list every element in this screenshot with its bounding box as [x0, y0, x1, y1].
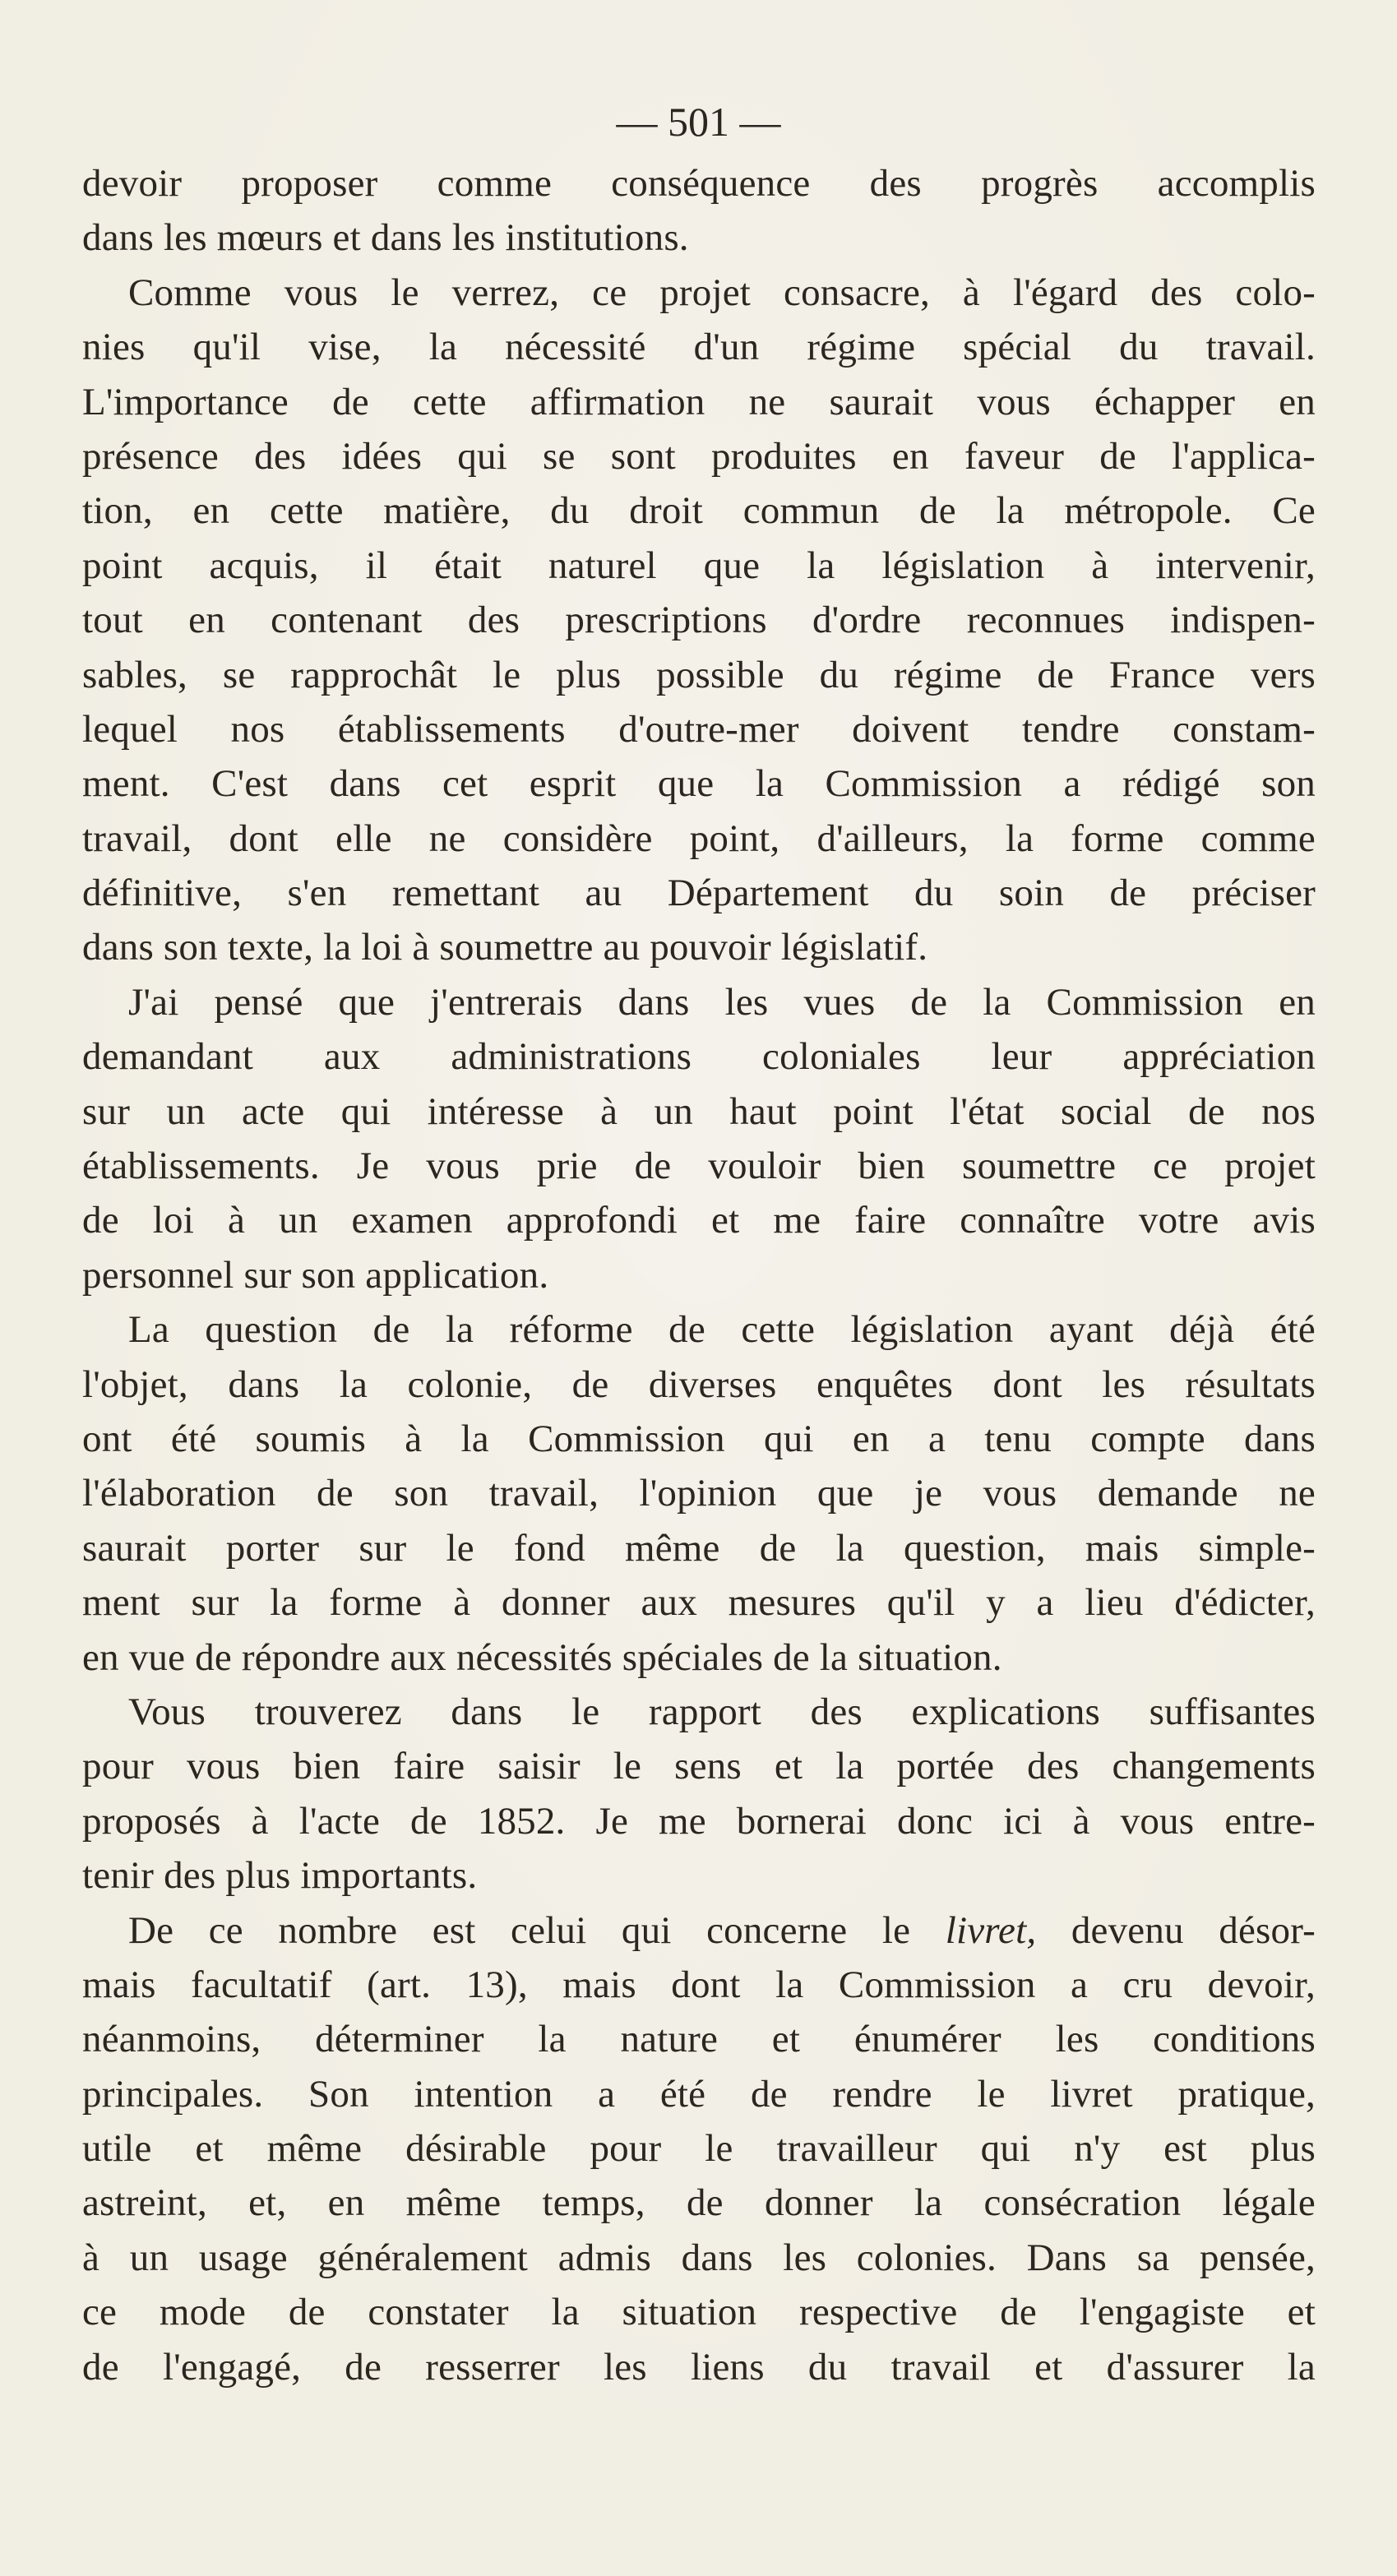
- text-line: [82, 1357, 1316, 1412]
- line-text: ont été soumis à la Commission qui en a tenu compte dans: [82, 1417, 1316, 1460]
- line-text: saurait porter sur le fond même de la question, mais simple-: [82, 1526, 1316, 1570]
- text-line: [82, 702, 1316, 756]
- text-line: [82, 1521, 1316, 1575]
- line-text: définitive, s'en remettant au Département du soin de préciser: [82, 872, 1316, 915]
- line-text: dans son texte, la loi à soumettre au pouvoir législatif.: [82, 926, 928, 969]
- text-lines: [82, 156, 1316, 2394]
- line-text: personnel sur son application.: [82, 1253, 549, 1297]
- text-line: [82, 975, 1316, 1029]
- line-text: principales. Son intention a été de rendre le livret pratique,: [82, 2072, 1316, 2116]
- line-text: nies qu'il vise, la nécessité d'un régime spécial du travail.: [82, 326, 1316, 369]
- line-text: Comme vous le verrez, ce projet consacre, à l'égard des colo-: [128, 271, 1316, 314]
- text-line: [82, 1739, 1316, 1793]
- line-text: ment. C'est dans cet esprit que la Commission a rédigé son: [82, 762, 1316, 806]
- text-line: [82, 2012, 1316, 2066]
- text-line: [82, 1685, 1316, 1739]
- text-line: [82, 320, 1316, 374]
- text-line: [82, 2231, 1316, 2285]
- text-line: [82, 375, 1316, 429]
- line-text: devoir proposer comme conséquence des progrès accomplis: [82, 162, 1316, 205]
- line-text: à un usage généralement admis dans les colonies. Dans sa pensée,: [82, 2236, 1316, 2279]
- line-text: lequel nos établissements d'outre-mer doivent tendre constam-: [82, 707, 1316, 751]
- line-text: demandant aux administrations coloniales leur appréciation: [82, 1035, 1316, 1079]
- text-line: [82, 593, 1316, 647]
- line-text: Vous trouverez dans le rapport des explications suffisantes: [128, 1690, 1316, 1733]
- line-text: proposés à l'acte de 1852. Je me bornerai donc ici à vous entre-: [82, 1799, 1316, 1843]
- line-text: travail, dont elle ne considère point, d'ailleurs, la forme comme: [82, 816, 1316, 860]
- text-line: [82, 1193, 1316, 1247]
- text-line: [82, 539, 1316, 593]
- text-line: [82, 812, 1316, 866]
- line-text: établissements. Je vous prie de vouloir bien soumettre ce projet: [82, 1145, 1316, 1188]
- line-text: tout en contenant des prescriptions d'ordre reconnues indispen-: [82, 599, 1316, 642]
- line-text: de l'engagé, de resserrer les liens du travail et d'assurer la: [82, 2345, 1316, 2389]
- text-line: [82, 1958, 1316, 2012]
- line-text: point acquis, il était naturel que la législation à intervenir,: [82, 543, 1316, 587]
- text-line: [82, 1848, 1316, 1903]
- line-text: en vue de répondre aux nécessités spéciales de la situation.: [82, 1635, 1002, 1679]
- line-text: présence des idées qui se sont produites en faveur de l'applica-: [82, 434, 1316, 478]
- text-line: [82, 2067, 1316, 2121]
- text-line: [82, 2285, 1316, 2339]
- text-line: [82, 920, 1316, 974]
- line-text: astreint, et, en même temps, de donner la consécration légale: [82, 2181, 1316, 2225]
- line-text: utile et même désirable pour le travailleur qui n'y est plus: [82, 2127, 1316, 2171]
- text-line: [82, 429, 1316, 483]
- text-line: [82, 2121, 1316, 2176]
- text-line: [82, 1575, 1316, 1630]
- line-text: De ce nombre est celui qui concerne le: [128, 1908, 911, 1952]
- text-line: [82, 266, 1316, 320]
- text-line: [82, 2340, 1316, 2394]
- line-text-tail: devenu désor-: [1036, 1908, 1316, 1952]
- line-text: ment sur la forme à donner aux mesures qu'il y a lieu d'édicter,: [82, 1581, 1316, 1625]
- page-number: — 501 —: [616, 99, 781, 145]
- text-line: [82, 2176, 1316, 2230]
- text-line: [82, 1139, 1316, 1193]
- text-line: [82, 1903, 1316, 1958]
- italic-term: livret,: [945, 1908, 1037, 1952]
- line-text: pour vous bien faire saisir le sens et la portée des changements: [82, 1745, 1316, 1788]
- text-line: [82, 1029, 1316, 1084]
- text-line: [82, 1248, 1316, 1302]
- text-line: [82, 866, 1316, 920]
- line-text: néanmoins, déterminer la nature et énumérer les conditions: [82, 2018, 1316, 2061]
- text-line: [82, 483, 1316, 538]
- text-line: [82, 1085, 1316, 1139]
- line-text: de loi à un examen approfondi et me faire connaître votre avis: [82, 1199, 1316, 1242]
- text-line: [82, 1412, 1316, 1466]
- text-line: [82, 1630, 1316, 1685]
- line-text: L'importance de cette affirmation ne saurait vous échapper en: [82, 380, 1316, 423]
- text-line: [82, 648, 1316, 702]
- line-text: l'élaboration de son travail, l'opinion que je vous demande ne: [82, 1472, 1316, 1515]
- text-line: [82, 1794, 1316, 1848]
- line-text: dans les mœurs et dans les institutions.: [82, 216, 689, 260]
- line-text: J'ai pensé que j'entrerais dans les vues de la Commission en: [128, 980, 1316, 1024]
- line-text: ce mode de constater la situation respective de l'engagiste et: [82, 2291, 1316, 2334]
- line-text: mais facultatif (art. 13), mais dont la Commission a cru devoir,: [82, 1963, 1316, 2006]
- text-line: [82, 156, 1316, 210]
- text-line: [82, 210, 1316, 265]
- line-text: tion, en cette matière, du droit commun de la métropole. Ce: [82, 489, 1316, 533]
- line-text: sables, se rapprochât le plus possible du régime de France vers: [82, 653, 1316, 696]
- text-line: [82, 1466, 1316, 1520]
- text-line: [82, 756, 1316, 811]
- text-line: [82, 1302, 1316, 1357]
- line-text: sur un acte qui intéresse à un haut point l'état social de nos: [82, 1089, 1316, 1133]
- line-text: l'objet, dans la colonie, de diverses enquêtes dont les résultats: [82, 1362, 1316, 1406]
- line-text: tenir des plus importants.: [82, 1854, 478, 1898]
- line-text: La question de la réforme de cette législation ayant déjà été: [128, 1308, 1316, 1352]
